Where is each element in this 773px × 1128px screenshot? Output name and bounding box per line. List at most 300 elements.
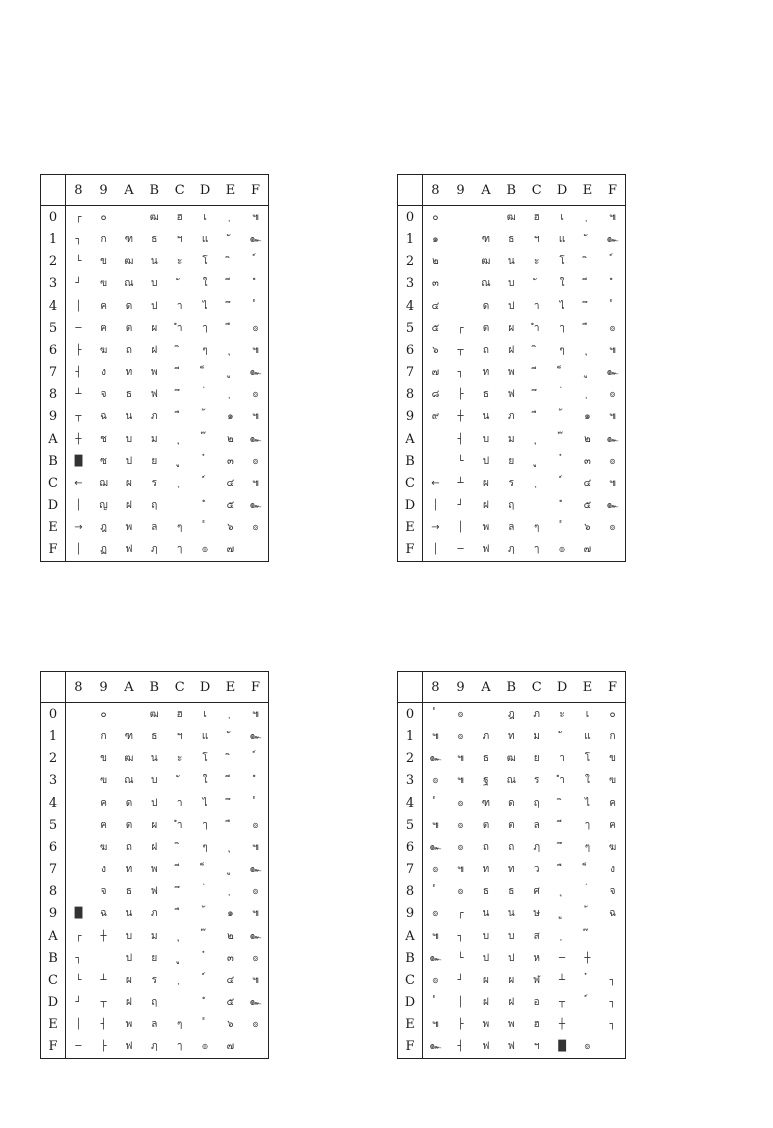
char-cell: ๛	[429, 1041, 442, 1053]
char-cell: ฤ	[533, 797, 540, 809]
char-cell: บ	[482, 930, 490, 942]
char-cell: ผ	[483, 477, 489, 489]
table-row	[398, 361, 626, 383]
code-page-table-2	[397, 174, 626, 562]
char-cell: ฮ	[176, 708, 183, 720]
char-cell: พ	[151, 367, 158, 379]
row-header: 3	[41, 273, 66, 295]
char-cell: └	[75, 256, 82, 268]
char-cell: บ	[151, 775, 158, 787]
char-cell: ๚	[457, 775, 464, 787]
char-cell: ล	[151, 522, 158, 534]
char-cell	[600, 1036, 625, 1059]
row-header: 5	[398, 814, 423, 836]
char-cell	[524, 384, 549, 406]
char-cell	[218, 228, 243, 250]
row-header: 9	[41, 406, 66, 428]
table-row	[41, 539, 269, 562]
char-cell: ๆ	[584, 841, 591, 853]
row-header: A	[398, 925, 423, 947]
char-cell	[116, 206, 141, 229]
code-page-table-3	[40, 671, 269, 1059]
char-cell: ๕	[226, 500, 235, 512]
char-cell: █	[558, 1041, 566, 1053]
char-cell: ธ	[508, 233, 515, 245]
column-header: 9	[91, 672, 116, 703]
char-cell: ฃ	[100, 278, 108, 290]
char-cell: ผ	[126, 974, 132, 986]
char-cell: │	[457, 997, 464, 1009]
char-cell: ไ	[559, 300, 565, 312]
char-cell: ๅ	[584, 819, 590, 831]
table-row	[41, 251, 269, 273]
char-cell	[575, 251, 600, 273]
table-row	[41, 406, 269, 428]
char-cell	[167, 991, 192, 1013]
char-cell: ไ	[202, 797, 208, 809]
row-header: A	[41, 925, 66, 947]
char-cell	[524, 472, 549, 494]
char-cell: ฒ	[124, 753, 134, 765]
char-cell: ๆ	[202, 841, 208, 853]
char-cell: ถ	[482, 344, 489, 356]
char-cell	[192, 428, 217, 450]
char-cell	[575, 361, 600, 383]
char-cell	[218, 836, 243, 858]
table-row	[41, 206, 269, 229]
char-cell: ฆ	[608, 841, 617, 853]
column-header: C	[524, 672, 549, 703]
char-cell: ษ	[533, 908, 540, 920]
column-header: F	[243, 672, 268, 703]
char-cell: ฦ	[533, 841, 540, 853]
char-cell: ถ	[508, 841, 515, 853]
table-row	[398, 450, 626, 472]
char-cell: ๏	[252, 455, 259, 467]
char-cell: ๏	[457, 841, 464, 853]
char-cell: █	[74, 455, 83, 467]
char-cell	[448, 228, 473, 250]
char-cell: อ	[533, 997, 540, 1009]
char-cell: ฦ	[151, 1041, 158, 1053]
char-cell: ต	[125, 322, 133, 334]
table-row	[398, 472, 626, 494]
char-cell: ┤	[75, 367, 82, 379]
row-header: E	[398, 1014, 423, 1036]
char-cell	[549, 836, 574, 858]
char-cell: ค	[100, 797, 107, 809]
char-cell: ณ	[124, 775, 134, 787]
char-cell	[448, 251, 473, 273]
table-row	[398, 836, 626, 858]
char-cell: ๓	[584, 455, 591, 467]
char-cell	[243, 1036, 268, 1059]
table-row	[41, 770, 269, 792]
row-header: 6	[41, 836, 66, 858]
char-cell: ┐	[75, 952, 82, 964]
table-row	[398, 384, 626, 406]
row-header: 5	[41, 814, 66, 836]
char-cell: ช	[100, 433, 107, 445]
char-cell: ┐	[609, 974, 616, 986]
column-header: E	[218, 175, 243, 206]
char-cell: ผ	[508, 974, 515, 986]
char-cell: ฤ	[151, 500, 158, 512]
char-cell	[192, 472, 217, 494]
table-row	[398, 539, 626, 562]
char-cell: ฃ	[609, 775, 617, 787]
char-cell	[192, 1014, 217, 1036]
column-header-row	[41, 672, 269, 703]
row-header: 4	[398, 295, 423, 317]
table-row	[398, 881, 626, 903]
char-cell: ำ	[559, 775, 565, 787]
char-cell	[473, 206, 498, 229]
table-row	[398, 792, 626, 814]
column-header: A	[116, 672, 141, 703]
char-cell: ๏	[457, 797, 464, 809]
row-header: C	[41, 969, 66, 991]
char-cell: พ	[508, 1019, 515, 1031]
table-row	[41, 295, 269, 317]
column-header-row	[41, 175, 269, 206]
char-cell: ๕	[431, 322, 440, 334]
char-cell: ฉ	[609, 908, 616, 920]
char-cell: ๛	[429, 952, 442, 964]
char-cell: ม	[151, 433, 158, 445]
char-cell	[448, 273, 473, 295]
char-cell: ๚	[432, 819, 439, 831]
char-cell: ฤ	[508, 500, 515, 512]
char-cell: ┴	[559, 974, 566, 986]
char-cell	[192, 969, 217, 991]
char-cell: ๅ	[559, 322, 565, 334]
char-cell: →	[431, 522, 440, 534]
char-cell	[192, 517, 217, 539]
char-cell	[575, 881, 600, 903]
row-header: 9	[398, 903, 423, 925]
table-row	[398, 228, 626, 250]
char-cell: ฆ	[99, 344, 108, 356]
char-cell: ง	[101, 864, 106, 876]
char-cell: ะ	[177, 256, 183, 268]
char-cell: ┘	[75, 278, 82, 290]
table-row	[41, 384, 269, 406]
char-cell	[167, 925, 192, 947]
char-cell: ณ	[481, 278, 491, 290]
char-cell	[218, 814, 243, 836]
char-cell	[575, 858, 600, 880]
row-header: 9	[398, 406, 423, 428]
char-cell: ร	[151, 477, 157, 489]
char-cell	[167, 494, 192, 516]
char-cell: ฎ	[100, 522, 107, 534]
char-cell: น	[482, 411, 490, 423]
char-cell	[549, 517, 574, 539]
char-cell	[575, 1014, 600, 1036]
char-cell: น	[507, 908, 515, 920]
char-cell	[448, 295, 473, 317]
char-cell	[575, 295, 600, 317]
row-header: 7	[398, 858, 423, 880]
char-cell: บ	[508, 930, 515, 942]
char-cell	[192, 361, 217, 383]
char-cell: ๚	[457, 864, 464, 876]
char-cell: ป	[508, 952, 515, 964]
table-row	[398, 273, 626, 295]
char-cell: ๔	[226, 477, 235, 489]
table-row	[41, 703, 269, 726]
row-header: A	[41, 428, 66, 450]
char-cell: ๛	[429, 753, 442, 765]
char-cell: น	[150, 753, 158, 765]
char-cell: ฑ	[481, 797, 491, 809]
row-header: 1	[398, 725, 423, 747]
table-row	[41, 903, 269, 925]
char-cell	[575, 228, 600, 250]
char-cell	[243, 792, 268, 814]
char-cell: ๏	[252, 1019, 259, 1031]
char-cell: ←	[74, 477, 83, 489]
char-cell	[218, 725, 243, 747]
char-cell	[524, 428, 549, 450]
column-header: D	[192, 175, 217, 206]
char-cell: ย	[533, 753, 540, 765]
char-cell: ท	[508, 730, 515, 742]
char-cell	[549, 903, 574, 925]
char-cell	[167, 472, 192, 494]
table-row	[41, 969, 269, 991]
char-cell	[116, 703, 141, 726]
char-cell: ๏	[252, 952, 259, 964]
char-cell	[192, 991, 217, 1013]
row-header: D	[41, 494, 66, 516]
char-cell: พ	[482, 1019, 490, 1031]
char-cell	[192, 406, 217, 428]
table-row	[41, 428, 269, 450]
char-cell	[423, 792, 448, 814]
char-cell: └	[75, 974, 82, 986]
char-cell: บ	[125, 930, 133, 942]
char-cell: ๛	[606, 500, 619, 512]
column-header: F	[600, 175, 625, 206]
char-cell: ฦ	[508, 544, 515, 556]
char-cell: ๚	[609, 211, 616, 223]
char-cell: า	[533, 300, 540, 312]
table-row	[398, 925, 626, 947]
char-cell: ศ	[533, 886, 540, 898]
char-cell: ฃ	[100, 775, 108, 787]
char-cell: า	[176, 797, 183, 809]
char-cell: ฮ	[533, 1019, 540, 1031]
char-cell	[167, 858, 192, 880]
row-header: F	[398, 539, 423, 562]
char-cell: ำ	[176, 819, 183, 831]
row-header: 3	[398, 273, 423, 295]
char-cell: ฒ	[149, 708, 159, 720]
row-header: 0	[398, 703, 423, 726]
char-cell	[66, 858, 91, 880]
char-cell: ๑	[227, 908, 234, 920]
char-cell: ถ	[482, 841, 489, 853]
char-cell: ค	[609, 797, 616, 809]
row-header: C	[398, 969, 423, 991]
char-cell: ธ	[482, 753, 489, 765]
char-cell	[575, 206, 600, 229]
char-cell: ┤	[457, 1041, 464, 1053]
char-cell: █	[74, 908, 83, 920]
table-row	[398, 517, 626, 539]
char-cell: า	[559, 753, 565, 765]
row-header: 7	[41, 858, 66, 880]
char-cell: ฒ	[149, 211, 159, 223]
char-cell: ๐	[609, 708, 616, 720]
char-cell	[423, 881, 448, 903]
char-cell: ๛	[606, 233, 619, 245]
char-cell: ๏	[432, 908, 439, 920]
char-cell: ┐	[457, 367, 464, 379]
char-cell: ค	[100, 300, 107, 312]
char-cell: ฯ	[533, 1041, 540, 1053]
row-header: C	[41, 472, 66, 494]
char-cell: ┼	[559, 1019, 566, 1031]
row-header: B	[41, 450, 66, 472]
char-cell	[218, 384, 243, 406]
char-cell: ก	[100, 233, 107, 245]
char-cell	[243, 295, 268, 317]
char-cell: ฉ	[100, 908, 107, 920]
char-cell: บ	[482, 433, 490, 445]
column-header: A	[473, 672, 498, 703]
char-cell: ┐	[609, 1019, 616, 1031]
char-cell	[192, 494, 217, 516]
char-cell	[218, 881, 243, 903]
table-row	[41, 1014, 269, 1036]
char-cell: ๏	[202, 1041, 209, 1053]
row-header: 0	[41, 206, 66, 229]
char-cell: ต	[482, 819, 490, 831]
row-header: 7	[41, 361, 66, 383]
char-cell	[423, 703, 448, 726]
char-cell	[192, 947, 217, 969]
char-cell	[575, 317, 600, 339]
char-cell: ป	[151, 797, 158, 809]
column-header: B	[499, 672, 524, 703]
char-cell: ┐	[609, 997, 616, 1009]
char-cell: ๏	[609, 322, 616, 334]
table-row	[398, 295, 626, 317]
char-cell: ┐	[457, 930, 464, 942]
char-cell: │	[75, 300, 82, 312]
char-cell: ะ	[559, 708, 565, 720]
table-row	[41, 273, 269, 295]
column-header: B	[142, 175, 167, 206]
char-cell: ฯ	[176, 233, 183, 245]
table-row	[41, 881, 269, 903]
column-header: 8	[66, 175, 91, 206]
table-row	[41, 947, 269, 969]
char-cell: ย	[151, 455, 158, 467]
char-cell: น	[482, 908, 490, 920]
table-row	[398, 1036, 626, 1059]
char-cell: ผ	[151, 819, 158, 831]
column-header: 9	[448, 672, 473, 703]
char-cell	[549, 925, 574, 947]
char-cell	[600, 539, 625, 562]
char-cell: ๆ	[559, 344, 565, 356]
char-cell: ว	[533, 864, 540, 876]
char-cell: ๒	[432, 256, 439, 268]
char-cell	[243, 273, 268, 295]
table-row	[41, 361, 269, 383]
table-row	[41, 317, 269, 339]
char-cell: ง	[101, 367, 106, 379]
char-cell: ๛	[249, 367, 262, 379]
char-cell	[524, 406, 549, 428]
char-cell	[167, 947, 192, 969]
row-header: B	[41, 947, 66, 969]
char-cell	[167, 428, 192, 450]
char-cell: ๚	[457, 753, 464, 765]
column-header-row	[398, 672, 626, 703]
char-cell: ธ	[508, 886, 515, 898]
row-header: 7	[398, 361, 423, 383]
char-cell: ท	[482, 367, 490, 379]
char-cell	[218, 770, 243, 792]
char-cell: ฝ	[483, 500, 489, 512]
char-cell: ฒ	[506, 211, 516, 223]
char-cell: ๚	[252, 477, 259, 489]
char-cell: ๙	[431, 411, 440, 423]
table-row	[398, 206, 626, 229]
table-row	[398, 339, 626, 361]
char-cell: ๏	[457, 886, 464, 898]
char-cell: ฟ	[125, 1041, 133, 1053]
char-cell	[549, 406, 574, 428]
char-cell	[549, 494, 574, 516]
char-cell	[549, 881, 574, 903]
char-cell: ฉ	[100, 411, 107, 423]
char-cell: ┼	[75, 433, 82, 445]
char-cell: ๓	[227, 455, 234, 467]
char-cell	[448, 206, 473, 229]
char-cell: ฟ	[125, 544, 133, 556]
char-cell	[575, 903, 600, 925]
char-cell: ฟ	[482, 544, 490, 556]
row-header: D	[398, 991, 423, 1013]
char-cell: น	[125, 908, 133, 920]
char-cell: ┼	[457, 411, 464, 423]
char-cell: โ	[559, 256, 565, 268]
char-cell: ๛	[606, 433, 619, 445]
char-cell: ┘	[75, 997, 82, 1009]
char-cell	[600, 251, 625, 273]
char-cell	[192, 881, 217, 903]
row-header: 3	[398, 770, 423, 792]
char-cell: ธ	[151, 730, 158, 742]
char-cell: ๓	[227, 952, 234, 964]
char-cell	[66, 836, 91, 858]
char-cell: ┼	[584, 952, 591, 964]
char-cell	[575, 969, 600, 991]
char-cell: น	[125, 411, 133, 423]
char-cell	[524, 339, 549, 361]
char-cell: ฝ	[151, 344, 158, 356]
char-cell	[549, 814, 574, 836]
char-cell: ๏	[432, 974, 439, 986]
char-cell: ง	[610, 864, 615, 876]
char-cell: │	[432, 544, 439, 556]
